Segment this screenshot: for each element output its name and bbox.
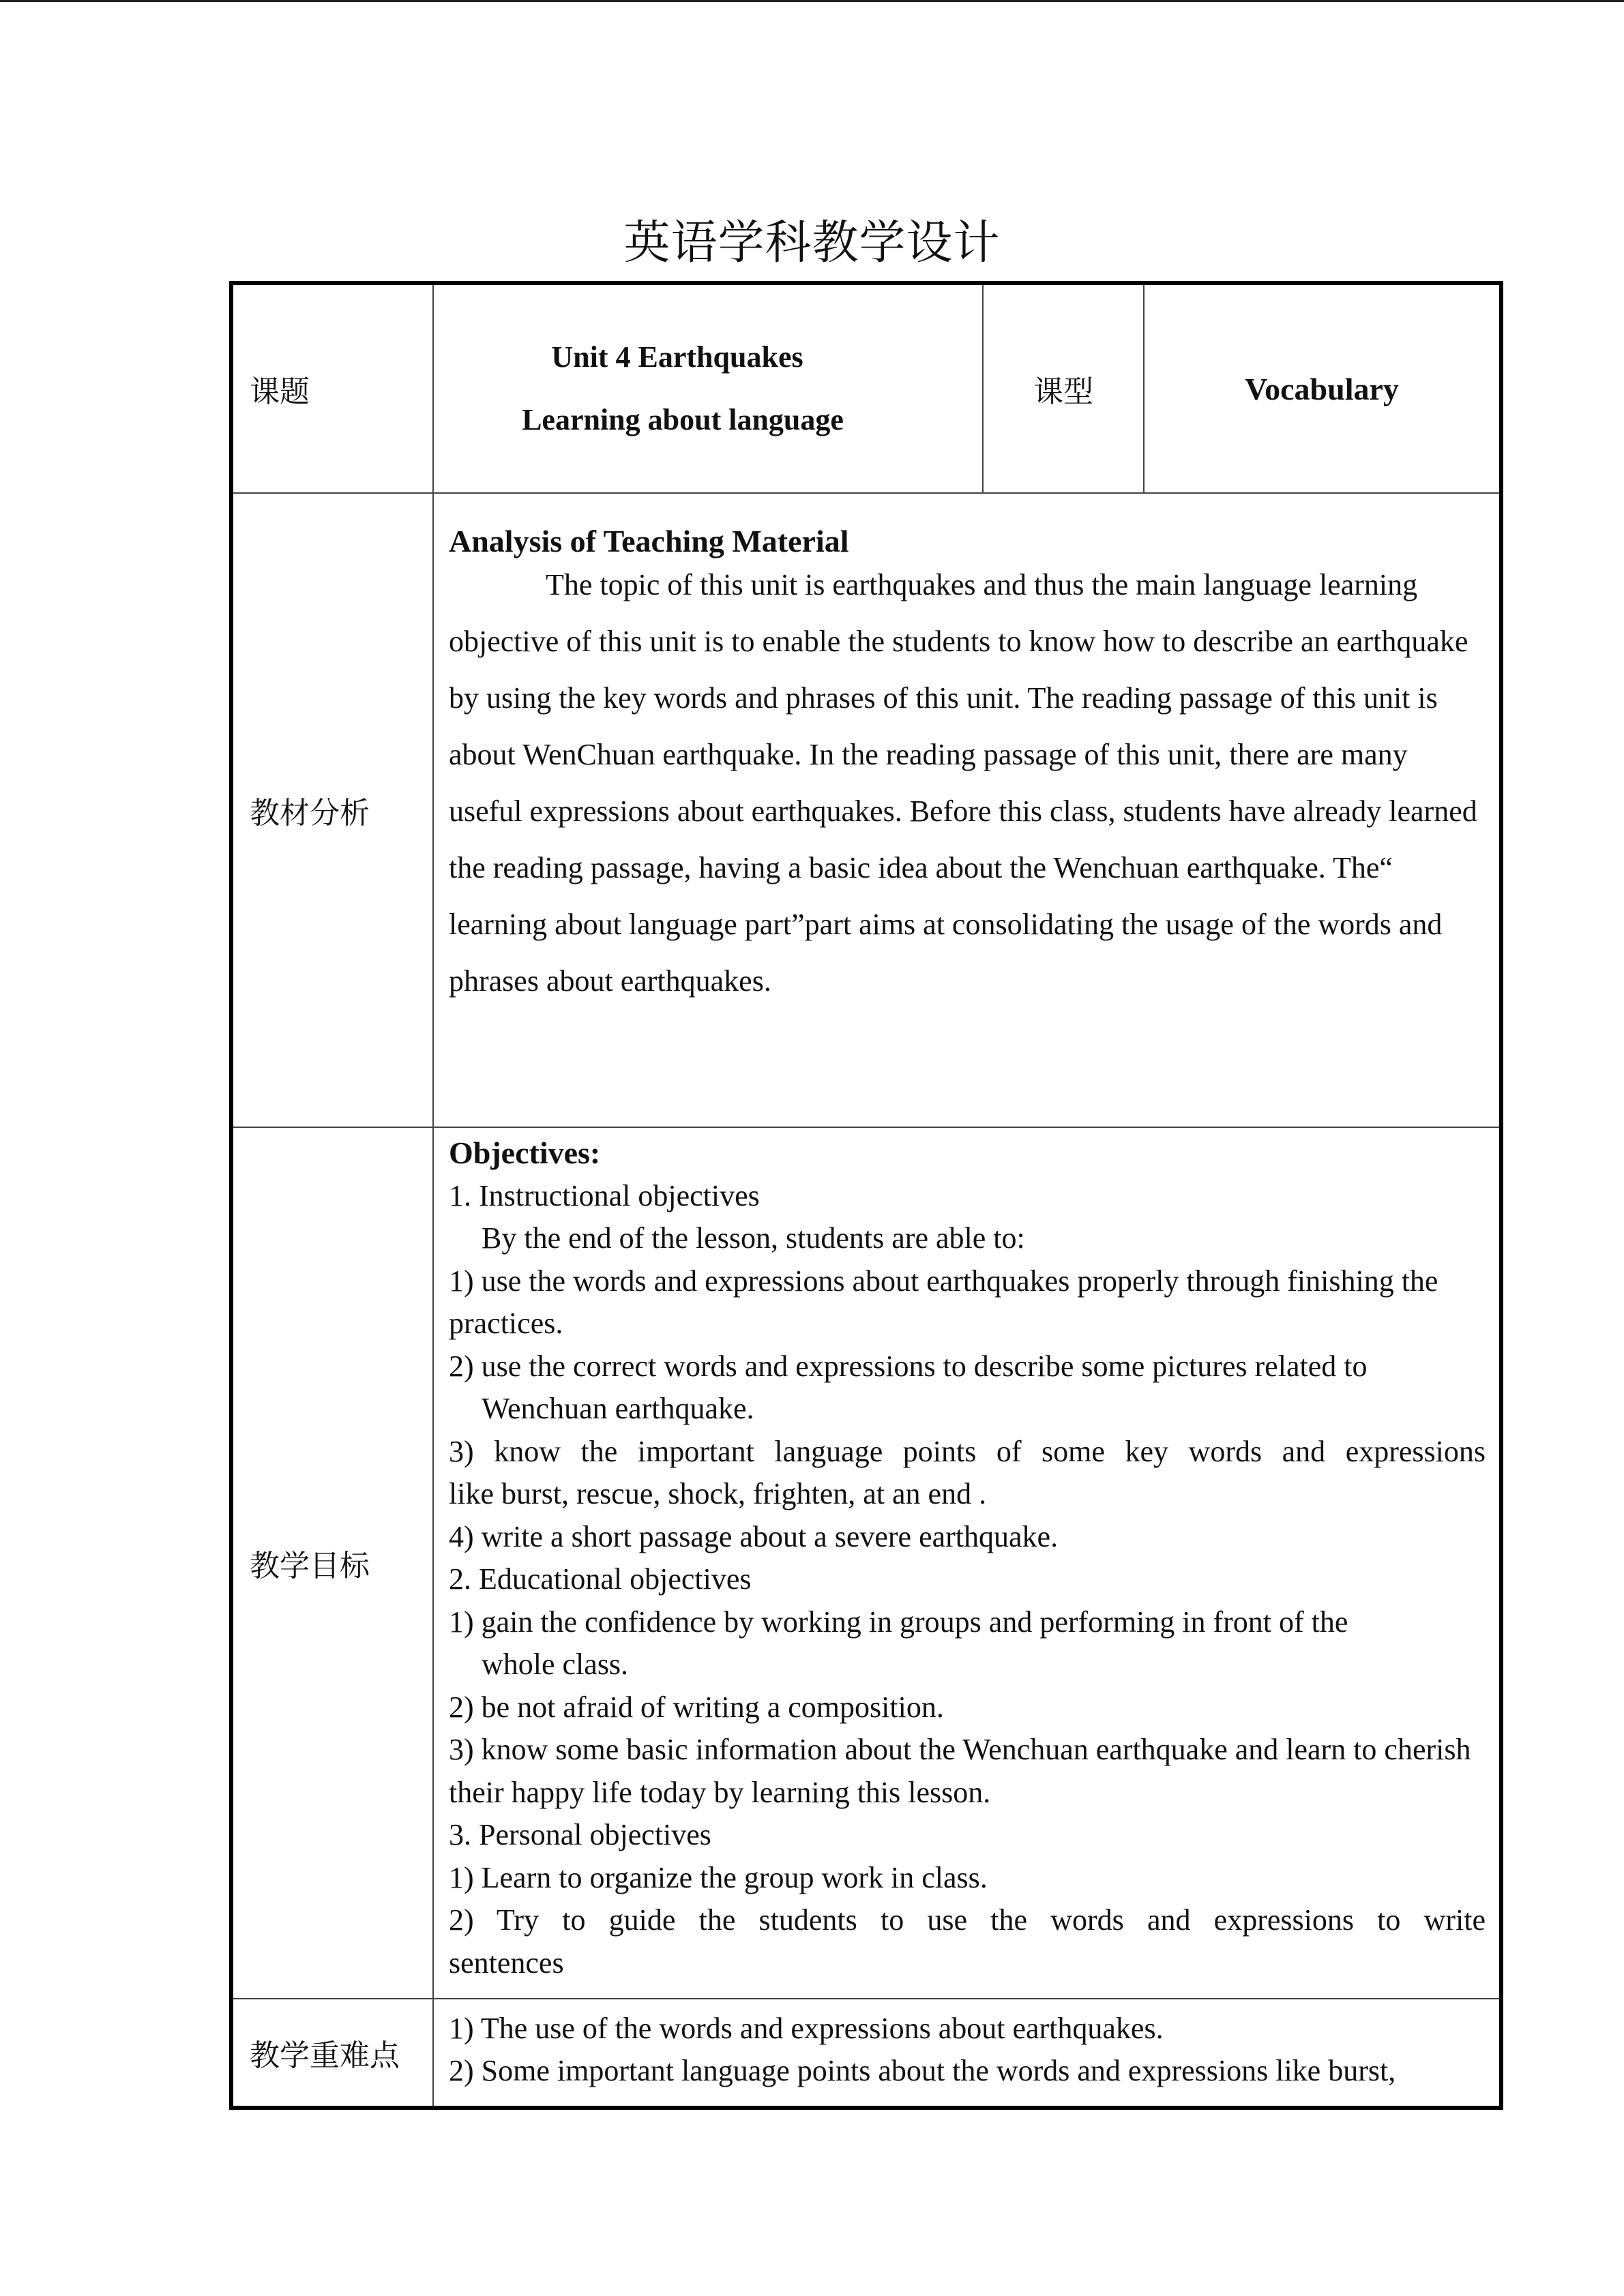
objective-line: 1) gain the confidence by working in groups and performing in front of the <box>449 1605 1348 1639</box>
analysis-label: 教材分析 <box>231 493 433 1127</box>
difficulty-line: 2) Some important language points about the words and expressions like burst, <box>449 2054 1396 2087</box>
difficulties-label: 教学重难点 <box>231 1999 433 2108</box>
page-title: 英语学科教学设计 <box>623 216 1001 270</box>
unit-title: Unit 4 Earthquakes <box>551 340 803 374</box>
analysis-content <box>433 493 1501 1127</box>
top-border-line <box>0 0 1624 2</box>
objective-line: By the end of the lesson, students are able to: <box>482 1221 1025 1255</box>
objective-line: 1) use the words and expressions about earthquakes properly through finishing the practices. <box>449 1264 1438 1340</box>
objective-line: 2) be not afraid of writing a composition. <box>449 1690 944 1724</box>
objective-line: 2. Educational objectives <box>449 1562 752 1596</box>
objective-line: 2) use the correct words and expressions to describe some pictures related to <box>449 1349 1368 1383</box>
objectives-label: 教学目标 <box>231 1127 433 1999</box>
analysis-heading: Analysis of Teaching Material <box>449 524 849 558</box>
objective-line: 4) write a short passage about a severe earthquake. <box>449 1519 1059 1553</box>
lesson-plan-table <box>229 281 1503 2110</box>
type-value: Vocabulary <box>1144 283 1501 493</box>
objectives-heading: Objectives: <box>449 1135 601 1170</box>
objective-line: 3) know some basic information about the Wenchuan earthquake and learn to cherish their happy life today by learning this lesson. <box>449 1733 1471 1809</box>
type-label: 课型 <box>983 283 1144 493</box>
objective-line: sentences <box>449 1945 564 1980</box>
objective-line: 1) Learn to organize the group work in class. <box>449 1860 988 1894</box>
objective-line: 3. Personal objectives <box>449 1818 711 1851</box>
objectives-content <box>433 1127 1501 1999</box>
row-objectives <box>231 1127 1501 1999</box>
objective-line: whole class. <box>482 1648 629 1681</box>
analysis-text: The topic of this unit is earthquakes and thus the main language learning objective of this unit is to enable the students to know how to describe an earthquake by using the key words and phrases of this unit. The reading passage of this unit is about WenChuan earthquake. In the reading passage of this unit, there are many useful expressions about earthquakes. Before this class, students have already learned the reading passage, having a basic idea about the Wenchuan earthquake. The“ learning about language part”part aims at consolidating the usage of the words and phrases about earthquakes. <box>449 568 1477 998</box>
objective-line: like burst, rescue, shock, frighten, at an end . <box>449 1477 987 1510</box>
row-difficulties <box>231 1999 1501 2108</box>
difficulties-content <box>433 1999 1501 2108</box>
topic-value <box>433 283 983 493</box>
lesson-title: Learning about language <box>522 403 844 436</box>
difficulty-line: 1) The use of the words and expressions about earthquakes. <box>449 2012 1164 2045</box>
objective-line: 3) know the important language points of some key words and expressions <box>449 1434 1486 1468</box>
objective-line: 1. Instructional objectives <box>449 1178 760 1212</box>
row-analysis <box>231 493 1501 1127</box>
topic-label: 课题 <box>231 283 433 493</box>
objective-line: Wenchuan earthquake. <box>482 1392 754 1425</box>
objective-line: 2) Try to guide the students to use the words and expressions to write <box>449 1903 1486 1937</box>
row-topic <box>231 283 1501 493</box>
